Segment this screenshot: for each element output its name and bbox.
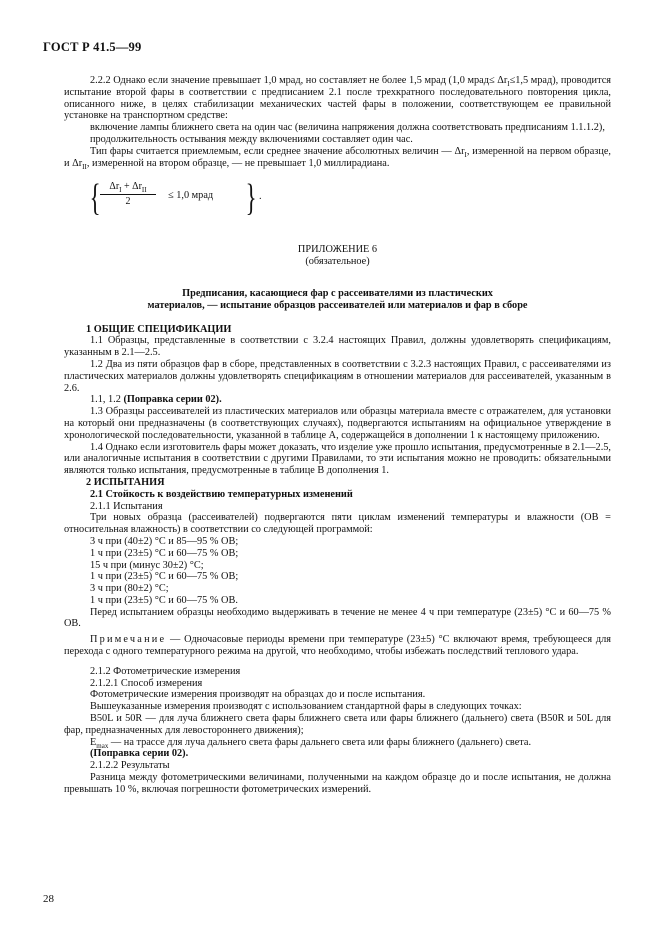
text: + Δr	[121, 181, 142, 193]
document-body	[64, 75, 611, 796]
paragraph-test-cycles: Три новых образца (рассеивателей) подвергаются пяти циклам изменений температуры и влажности (ОВ = относительная влажность) в соответствии со следующей программой:	[64, 512, 611, 536]
paragraph: B50L и 50R — для луча ближнего света фары ближнего света или фары ближнего (дальнего) света (B50R и 50L для фар, предназначенных для левостороннего движения);	[64, 713, 611, 736]
cycle-item: 1 ч при (23±5) °С и 60—75 % ОВ.	[90, 594, 238, 606]
paragraph-results: Разница между фотометрическими величинами, полученными на каждом образце до и после испытания, не должна превышать 10 %, включая погрешности фотометрических измерений.	[64, 772, 611, 795]
formula-denominator: 2	[125, 196, 131, 208]
subscript: I	[119, 186, 122, 195]
formula-right-brace: }	[245, 177, 257, 220]
text: 2.2.2 Однако если значение превышает 1,0 мрад, но составляет не более 1,5 мрад (1,0 мрад≤ Δr	[90, 75, 508, 86]
document-header: ГОСТ Р 41.5—99	[43, 40, 142, 54]
text: , измеренной на первом образце, и Δr	[64, 145, 611, 169]
cycle-item: 3 ч при (80±2) °С;	[90, 583, 169, 595]
heading-2-1-2-1: 2.1.2.1 Способ измерения	[90, 677, 203, 689]
paragraph-2-2-2	[64, 75, 611, 122]
text: — Одночасовые периоды времени при температуре (23±5) °С включают время, требующееся для перехода с одного температурного режима на другой, что необходимо, чтобы избежать последствий теплового удара.	[64, 634, 611, 658]
heading-1: 1 ОБЩИЕ СПЕЦИФИКАЦИИ	[86, 323, 232, 335]
text: ≤1,5 мрад), проводится испытание второй фары в соответствии с предписанием 2.1 после трехкратного последовательного повторения цикла, описанного ниже, в целях стабилизации механических частей фары в положении, соответствующем ее правильной установке на транспортном средстве:	[64, 75, 611, 122]
correction-note: (Поправка серии 02).	[90, 748, 189, 760]
text: Δr	[109, 181, 120, 193]
heading-2: 2 ИСПЫТАНИЯ	[86, 476, 165, 488]
paragraph-1-4: 1.4 Однако если изготовитель фары может доказать, что изделие уже прошло испытания, предусмотренные в 2.1—2.5, или аналогичные испытания в соответствии с другими Правилами, то эти испытания можно не проводить: обязательными являются только испытания, предусмотренные в таблице В дополнения 1.	[64, 441, 611, 477]
text: 1.1, 1.2	[90, 394, 124, 406]
paragraph-acceptance	[64, 146, 611, 170]
subscript: II	[82, 162, 87, 171]
section-title-line-1: Предписания, касающиеся фар с рассеивателями из пластических	[182, 287, 493, 299]
formula	[86, 179, 611, 219]
cycle-item: 1 ч при (23±5) °С и 60—75 % ОВ;	[90, 571, 239, 583]
text: Тип фары считается приемлемым, если среднее значение абсолютных величин — Δr	[90, 145, 465, 157]
cycle-item: 15 ч при (минус 30±2) °С;	[90, 559, 204, 571]
subscript: max	[96, 741, 109, 750]
paragraph: Вышеуказанные измерения производят с использованием стандартной фары в следующих точках:	[90, 701, 522, 713]
text: (Поправка серии 02).	[123, 394, 222, 406]
subscript: I	[507, 80, 510, 89]
appendix-subtitle: (обязательное)	[305, 256, 370, 268]
text: , измеренной на втором образце, — не превышает 1,0 миллирадиана.	[86, 157, 390, 169]
formula-inequality: ≤ 1,0 мрад	[168, 190, 214, 202]
heading-2-1-2-2: 2.1.2.2 Результаты	[90, 760, 170, 772]
cycle-item: 1 ч при (23±5) °С и 60—75 % ОВ;	[90, 547, 239, 559]
formula-left-brace: {	[89, 177, 101, 220]
paragraph-emax	[64, 737, 611, 749]
note	[64, 634, 611, 658]
formula-period: .	[259, 191, 262, 203]
section-title-line-2: материалов, — испытание образцов рассеивателей или материалов и фар в сборе	[147, 299, 528, 311]
correction-note	[64, 394, 611, 406]
note-label: Примечание	[90, 634, 167, 646]
text: E	[90, 736, 97, 748]
cycle-item: 3 ч при (40±2) °С и 85—95 % ОВ;	[90, 535, 239, 547]
paragraph: продолжительность остывания между включениями составляет один час.	[90, 133, 413, 145]
heading-2-1-2: 2.1.2 Фотометрические измерения	[90, 665, 241, 677]
subscript: I	[464, 150, 467, 159]
heading-2-1: 2.1 Стойкость к воздействию температурных изменений	[90, 488, 353, 500]
subscript: II	[141, 186, 147, 195]
paragraph-1-3: 1.3 Образцы рассеивателей из пластических материалов или образцы материала вместе с отражателем, для установки на который они предназначены (в соответствующих случаях), подвергаются испытаниям на официальное утверждение в хронологической последовательности, указанной в таблице А, содержащейся в дополнении 1 к настоящему приложению.	[64, 406, 611, 441]
paragraph-1-2: 1.2 Два из пяти образцов фар в сборе, представленных в соответствии с 3.2.3 настоящих Правил, с рассеивателями из пластических материалов должны удовлетворять спецификациям в отношении материалов для рассеивателей, указанным в 2.6.	[64, 358, 611, 394]
formula-fraction	[100, 181, 156, 208]
page-number: 28	[43, 893, 54, 905]
text: — на трассе для луча дальнего света фары дальнего света или фары ближнего (дальнего) света.	[108, 736, 532, 748]
paragraph-1-1: 1.1 Образцы, представленные в соответствии с 3.2.4 настоящих Правил, должны удовлетворять спецификациям, указанным в 2.1—2.5.	[64, 335, 611, 359]
formula-numerator	[100, 181, 156, 195]
heading-2-1-1: 2.1.1 Испытания	[90, 500, 163, 512]
appendix-title: ПРИЛОЖЕНИЕ 6	[297, 244, 378, 256]
paragraph: включение лампы ближнего света на один час (величина напряжения должна соответствовать предписаниям 1.1.1.2),	[90, 122, 605, 134]
paragraph-pretest: Перед испытанием образцы необходимо выдерживать в течение не менее 4 ч при температуре (23±5) °С и 60—75 % ОВ.	[64, 606, 611, 630]
paragraph: Фотометрические измерения производят на образцах до и после испытания.	[90, 689, 426, 701]
